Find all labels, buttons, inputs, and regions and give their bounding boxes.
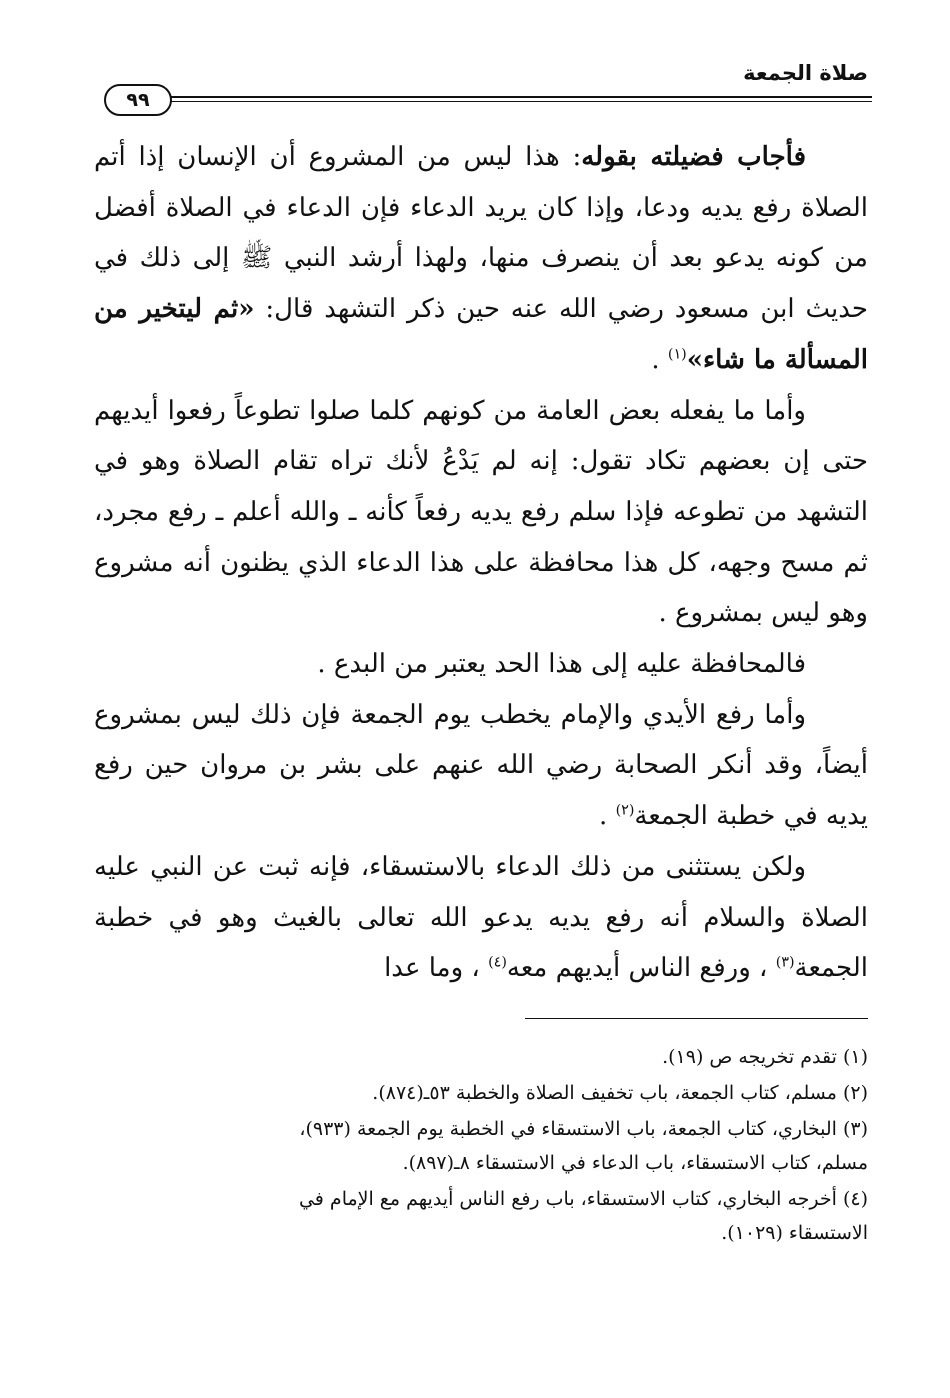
hadith-quote: «ثم ليتخير من المسألة ما شاء» [94,294,868,375]
main-text [94,132,868,994]
answer-lead: فأجاب فضيلته بقوله [581,142,806,172]
running-title: صلاة الجمعة [743,61,868,85]
footnote-ref-4: (٤) [488,954,507,971]
paragraph-4 [94,690,868,842]
paragraph-3: فالمحافظة عليه إلى هذا الحد يعتبر من البدع . [317,649,806,680]
paragraph-1-end: . [651,344,668,375]
footnote-number: (١) [842,1046,868,1068]
footnote-text: مسلم، كتاب الجمعة، باب تخفيف الصلاة والخطبة ٥٣ـ(٨٧٤). [372,1082,837,1104]
paragraph-5-text-a: ولكن يستثنى من ذلك الدعاء بالاستسقاء، فإنه ثبت عن النبي عليه الصلاة والسلام أنه رفع يديه يدعو الله تعالى بالغيث وهو في خطبة الجمعة [94,851,868,984]
page-number: ٩٩ [104,84,172,116]
paragraph-5-text-c: ، وما عدا [384,953,489,984]
footnote-text: تقدم تخريجه ص (١٩). [662,1046,837,1068]
footnote-3 [94,1112,868,1180]
footnote-1 [94,1040,868,1074]
footnote-text: أخرجه البخاري، كتاب الاستسقاء، باب رفع الناس أيديهم مع الإمام في [298,1188,837,1210]
footnote-2 [94,1076,868,1110]
footnote-separator [525,1018,868,1019]
footnote-continuation: مسلم، كتاب الاستسقاء، باب الدعاء في الاستسقاء ٨ـ(٨٩٧). [402,1152,868,1174]
paragraph-2: وأما ما يفعله بعض العامة من كونهم كلما صلوا تطوعاً رفعوا أيديهم حتى إن بعضهم تكاد تقول: إنه لم يَدْعُ لأنك تراه تقام الصلاة وهو في التشهد من تطوعه فإذا سلم رفع يديه رفعاً كأنه ـ والله أعلم ـ رفع مجرد، ثم مسح وجهه، كل هذا محافظة على هذا الدعاء الذي يظنون أنه مشروع وهو ليس بمشروع . [94,395,868,629]
footnote-ref-2: (٢) [615,802,635,819]
paragraph-5 [94,842,868,994]
header-rule-thin [162,101,872,102]
footnote-ref-1: (١) [667,346,687,363]
paragraph-5-text-b: ، ورفع الناس أيديهم معه [506,953,776,984]
paragraph-4-end: . [599,801,616,832]
footnote-ref-3: (٣) [775,954,795,971]
paragraph-1 [94,132,868,386]
footnote-continuation: الاستسقاء (١٠٢٩). [721,1222,868,1244]
footnote-number: (٣) [842,1118,868,1140]
footnote-text: البخاري، كتاب الجمعة، باب الاستسقاء في الخطبة يوم الجمعة (٩٣٣)، [299,1118,837,1140]
footnotes [94,1040,868,1252]
footnote-4 [94,1182,868,1250]
footnote-number: (٢) [842,1082,868,1104]
paragraph-4-text: وأما رفع الأيدي والإمام يخطب يوم الجمعة فإن ذلك ليس بمشروع أيضاً، وقد أنكر الصحابة رضي الله عنهم على بشر بن مروان حين رفع يديه في خطبة الجمعة [94,699,868,832]
paragraph-1-text: : هذا ليس من المشروع أن الإنسان إذا أتم الصلاة رفع يديه ودعا، وإذا كان يريد الدعاء فإن الدعاء في الصلاة أفضل من كونه يدعو بعد أن ينصرف منها، ولهذا أرشد النبي ﷺ إلى ذلك في حديث ابن مسعود رضي الله عنه حين ذكر التشهد قال: [94,142,868,325]
header-rule [162,96,872,98]
footnote-number: (٤) [842,1188,868,1210]
